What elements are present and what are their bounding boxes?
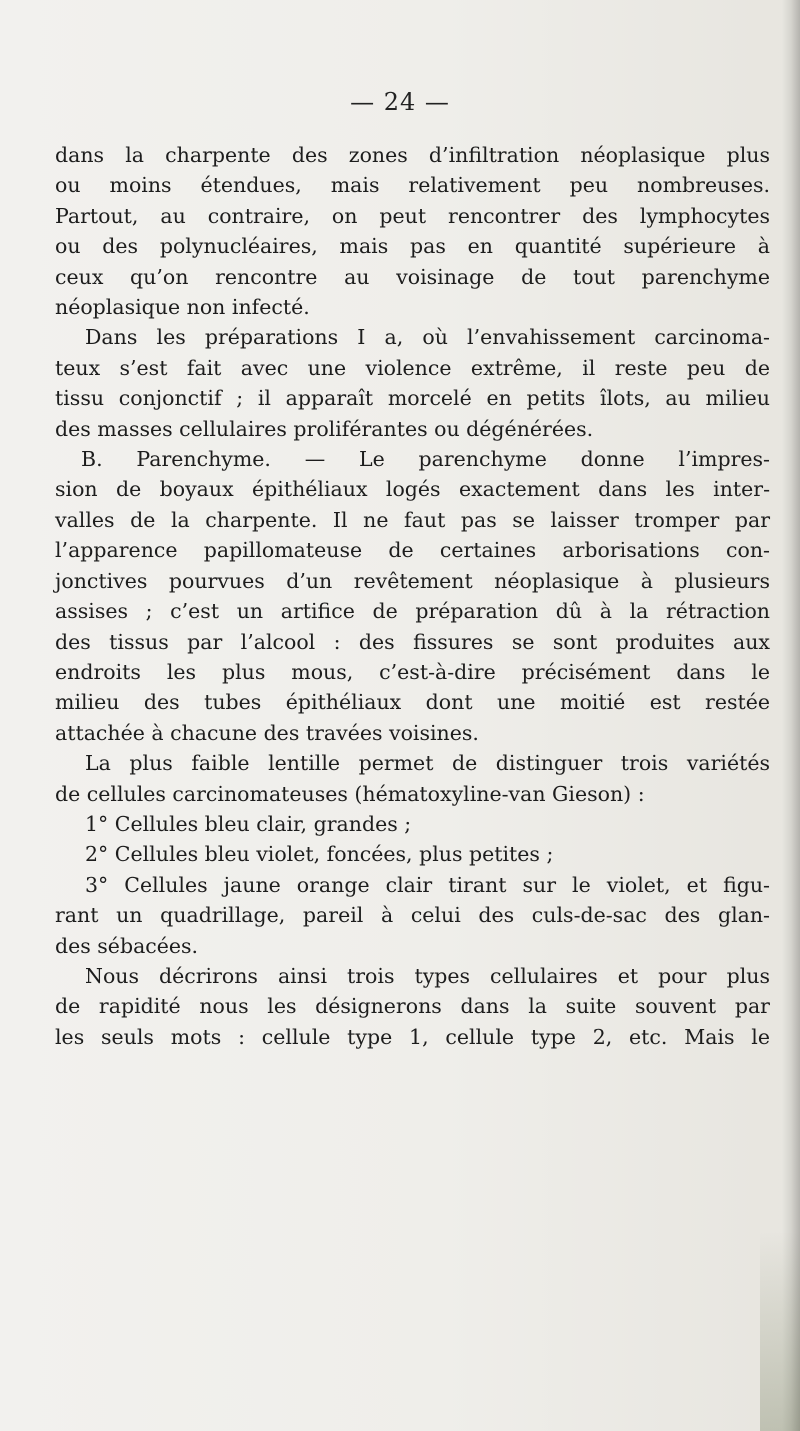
paragraph-1: [55, 140, 770, 322]
text-line: attachée à chacune des travées voisines.: [55, 720, 479, 745]
text-line: valles de la charpente. Il ne faut pas se laisser tromper par: [55, 507, 770, 532]
text-line: ceux qu’on rencontre au voisinage de tout parenchyme: [55, 264, 770, 289]
list-item-3: [55, 870, 770, 961]
text-line: jonctives pourvues d’un revêtement néoplasique à plusieurs: [55, 568, 770, 593]
section-heading-line: B. Parenchyme. — Le parenchyme donne l’impres-: [81, 447, 770, 472]
text-line: 3° Cellules jaune orange clair tirant sur le violet, et figu-: [85, 872, 770, 897]
text-line: ou moins étendues, mais relativement peu nombreuses.: [55, 173, 770, 198]
list-item-2: [55, 839, 770, 869]
text-line: Nous décrirons ainsi trois types cellulaires et pour plus: [85, 963, 770, 988]
text-line: tissu conjonctif ; il apparaît morcelé en petits îlots, au milieu: [55, 386, 770, 411]
page-corner-stain: [760, 1231, 800, 1431]
text-line: sion de boyaux épithéliaux logés exactement dans les inter-: [55, 477, 770, 502]
text-line: les seuls mots : cellule type 1, cellule type 2, etc. Mais le: [55, 1024, 770, 1049]
text-line: Partout, au contraire, on peut rencontrer des lymphocytes: [55, 203, 770, 228]
page-number: — 24 —: [350, 88, 450, 116]
text-line: dans la charpente des zones d’infiltration néoplasique plus: [55, 143, 770, 167]
text-line: rant un quadrillage, pareil à celui des culs-de-sac des glan-: [55, 903, 770, 928]
text-line: de cellules carcinomateuses (hématoxyline-van Gieson) :: [55, 781, 645, 806]
paragraph-parenchyme: [55, 444, 770, 748]
text-line: assises ; c’est un artifice de préparation dû à la rétraction: [55, 599, 770, 624]
paragraph-final: [55, 961, 770, 1052]
paragraph-4: [55, 748, 770, 809]
body-text: [55, 140, 770, 1052]
text-line: l’apparence papillomateuse de certaines arborisations con-: [55, 538, 770, 563]
text-line: des sébacées.: [55, 933, 199, 958]
paragraph-2: [55, 322, 770, 444]
text-line: des tissus par l’alcool : des fissures se sont produites aux: [55, 629, 770, 654]
text-line: des masses cellulaires proliférantes ou dégénérées.: [55, 416, 594, 441]
text-line: néoplasique non infecté.: [55, 295, 310, 320]
text-line: teux s’est fait avec une violence extrême, il reste peu de: [55, 355, 770, 380]
text-line: Dans les préparations I a, où l’envahissement carcinoma-: [85, 325, 770, 350]
text-line: de rapidité nous les désignerons dans la suite souvent par: [55, 994, 770, 1019]
text-line: La plus faible lentille permet de distinguer trois variétés: [85, 751, 770, 776]
text-line: ou des polynucléaires, mais pas en quantité supérieure à: [55, 234, 770, 259]
text-line: milieu des tubes épithéliaux dont une moitié est restée: [55, 690, 770, 715]
list-item-1: [55, 809, 770, 839]
text-line: endroits les plus mous, c’est-à-dire précisément dans le: [55, 659, 770, 684]
text-line: 2° Cellules bleu violet, foncées, plus petites ;: [85, 842, 554, 867]
page-edge-shadow: [782, 0, 800, 1431]
text-line: 1° Cellules bleu clair, grandes ;: [85, 811, 412, 836]
